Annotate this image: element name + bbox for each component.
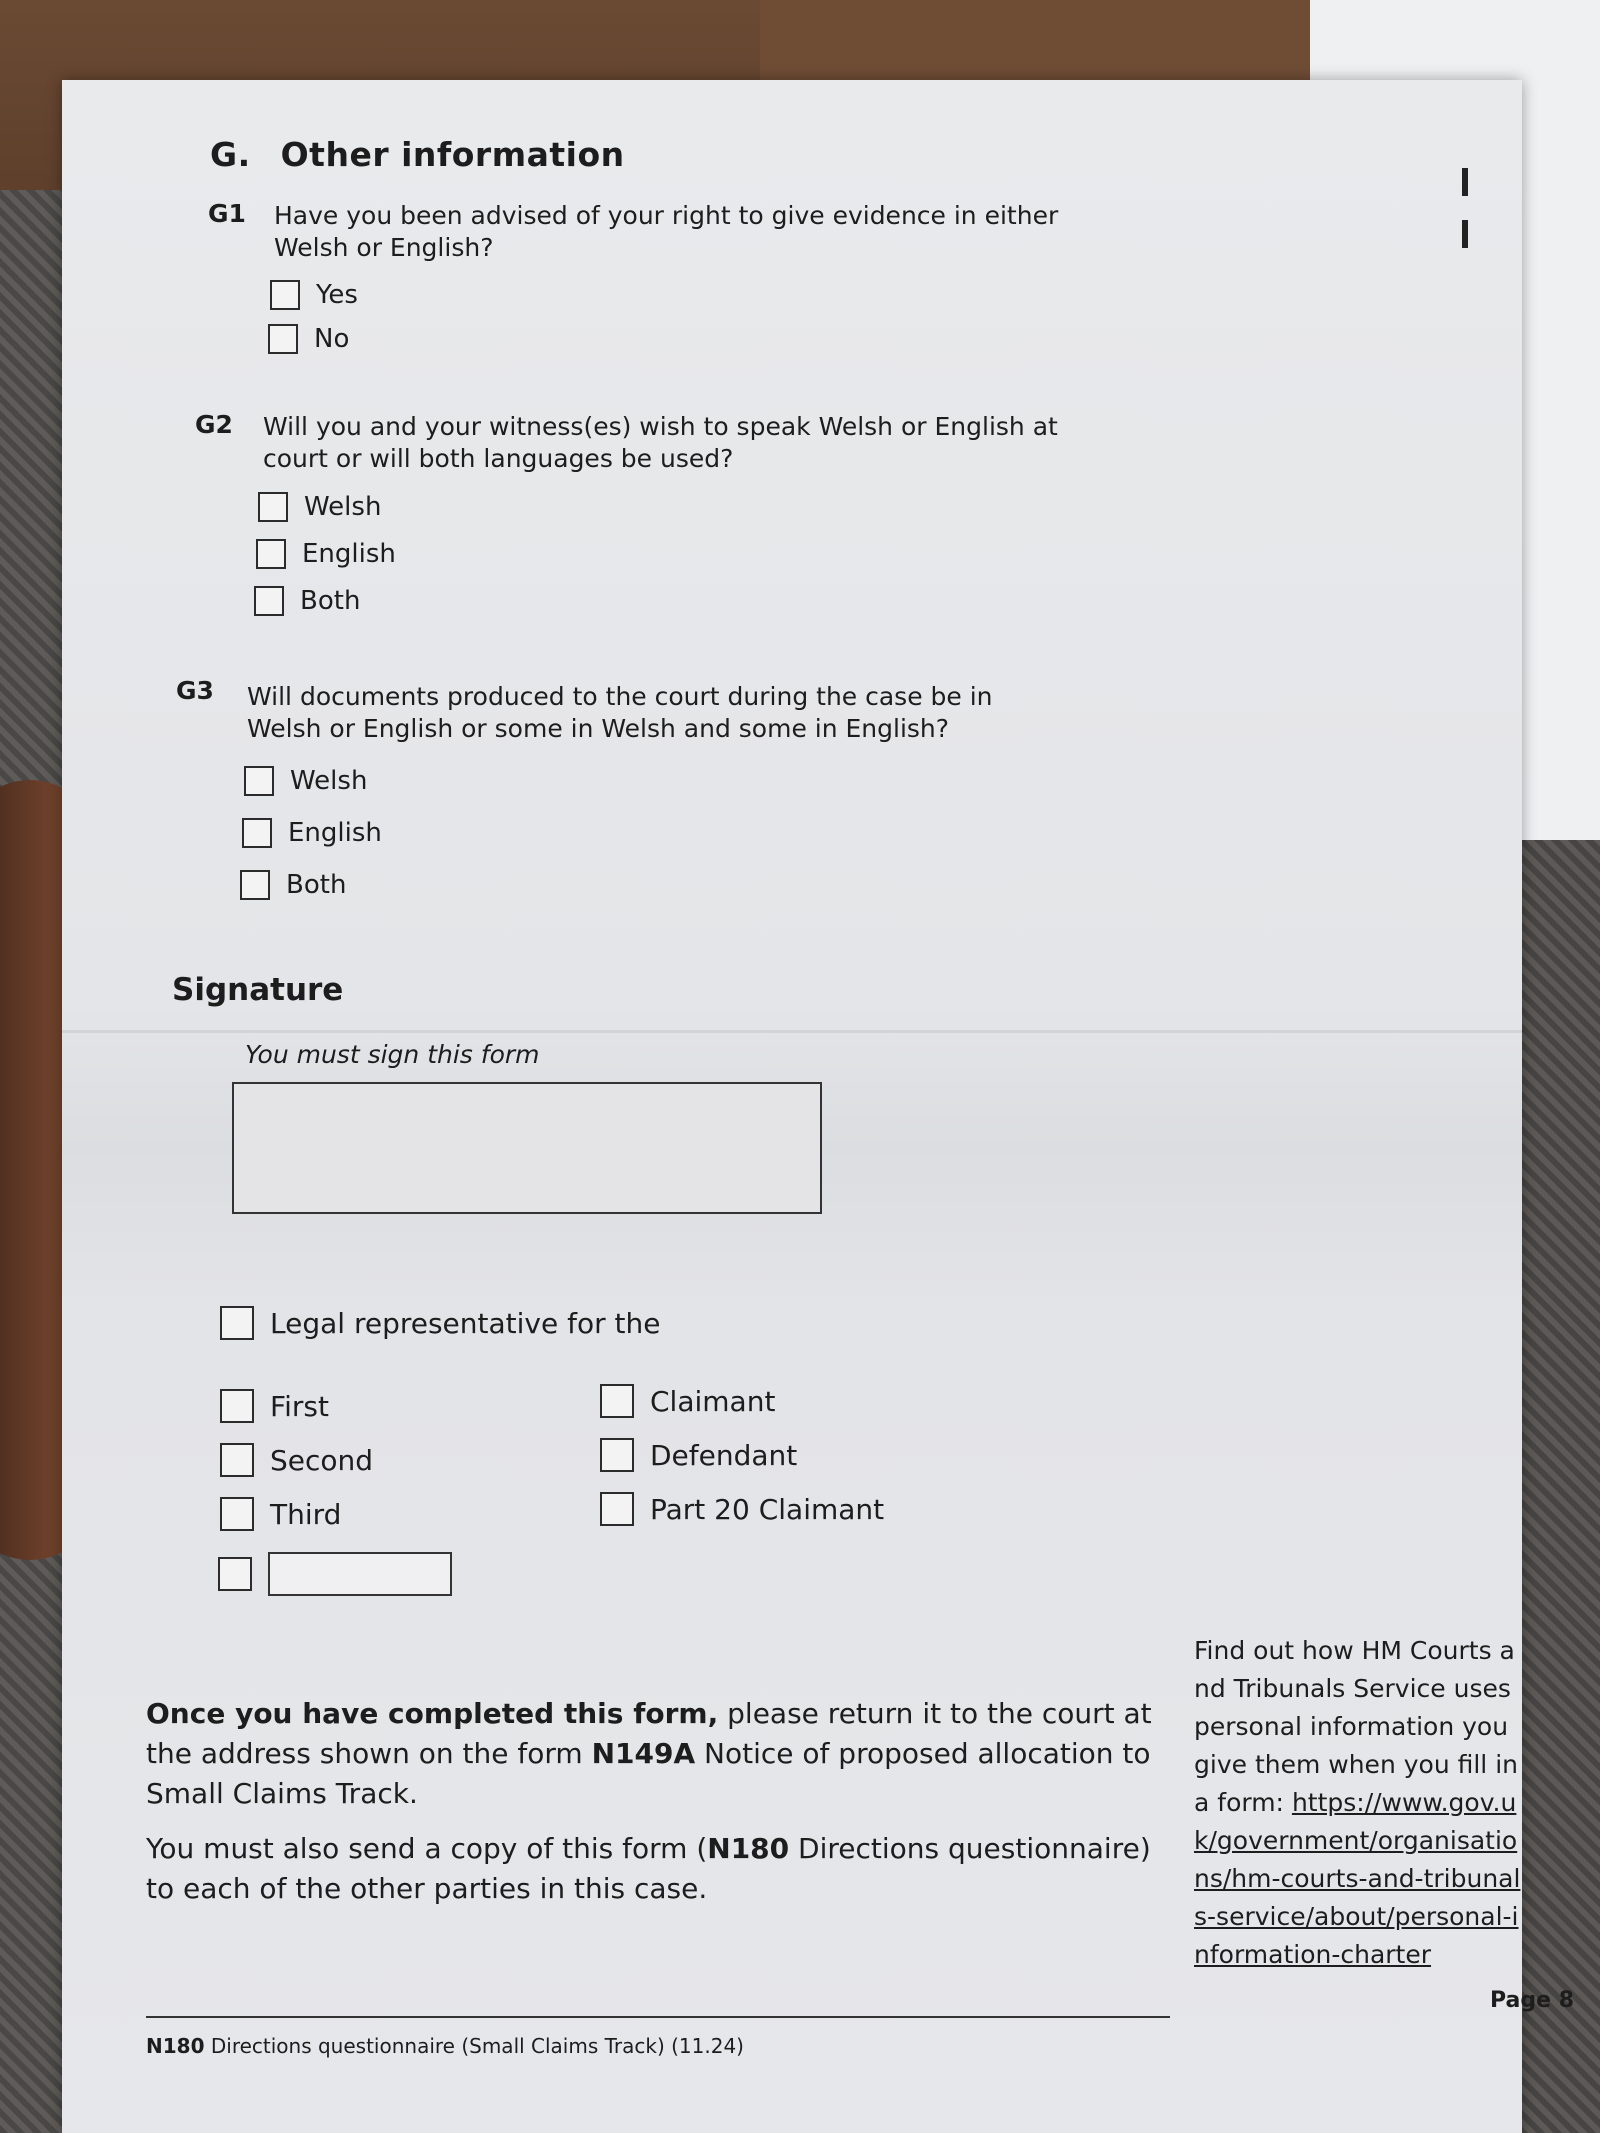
checkbox[interactable]	[256, 539, 286, 569]
page-number: Page 8	[1490, 1988, 1575, 2013]
form-code: N149A	[591, 1737, 696, 1770]
checkbox[interactable]	[242, 818, 272, 848]
question-line: court or will both languages be used?	[263, 444, 734, 473]
option-label: Third	[270, 1497, 342, 1531]
section-letter: G.	[210, 135, 251, 174]
footer-form-name	[146, 2034, 744, 2058]
option-g1-yes[interactable]	[270, 280, 358, 310]
checkbox[interactable]	[220, 1306, 254, 1340]
checkbox[interactable]	[600, 1384, 634, 1418]
option-first[interactable]	[220, 1389, 329, 1423]
checkbox[interactable]	[244, 766, 274, 796]
return-text: please return it to the court at the address shown on the form	[146, 1697, 1152, 1770]
option-label: Both	[286, 870, 347, 900]
checkbox[interactable]	[254, 586, 284, 616]
margin-mark	[1462, 168, 1468, 196]
option-g1-no[interactable]	[268, 324, 349, 354]
question-number-g3: G3	[176, 676, 214, 705]
checkbox[interactable]	[240, 870, 270, 900]
option-label: English	[288, 818, 382, 848]
option-label: English	[302, 539, 396, 569]
copy-text: Directions questionnaire) to each of the other parties in this case.	[146, 1832, 1151, 1905]
return-bold: Once you have completed this form,	[146, 1697, 719, 1730]
privacy-link[interactable]: https://www.gov.uk/government/organisations/hm-courts-and-tribunals-service/about/personal-information-charter	[1194, 1788, 1521, 1969]
legal-rep-label: Legal representative for the	[270, 1306, 661, 1340]
copy-instructions	[146, 1829, 1156, 1909]
return-text: Notice of proposed allocation to Small Claims Track.	[146, 1737, 1151, 1810]
question-line: Have you been advised of your right to give evidence in either	[274, 201, 1059, 230]
option-label: Welsh	[290, 766, 368, 796]
copy-text: You must also send a copy of this form (	[146, 1832, 708, 1865]
background-carpet-right	[1520, 840, 1600, 2133]
checkbox[interactable]	[600, 1492, 634, 1526]
legal-rep-option[interactable]	[220, 1306, 660, 1340]
checkbox[interactable]	[220, 1443, 254, 1477]
question-text-g3	[247, 681, 993, 745]
privacy-text: Find out how HM Courts and Tribunals Service uses personal information you give them when you fill in a form:	[1194, 1636, 1518, 1817]
footer-form-title: Directions questionnaire (Small Claims Track) (11.24)	[204, 2034, 744, 2058]
question-line: Welsh or English?	[274, 233, 494, 262]
question-line: Welsh or English or some in Welsh and some in English?	[247, 714, 950, 743]
option-g3-both[interactable]	[240, 870, 346, 900]
question-text-g2	[263, 411, 1058, 475]
signature-instruction: You must sign this form	[245, 1040, 540, 1069]
option-label: Both	[300, 586, 361, 616]
option-claimant[interactable]	[600, 1384, 775, 1418]
option-defendant[interactable]	[600, 1438, 797, 1472]
checkbox[interactable]	[258, 492, 288, 522]
footer-form-code: N180	[146, 2034, 205, 2058]
question-number-g1: G1	[208, 199, 246, 228]
question-number-g2: G2	[195, 410, 233, 439]
option-label: Second	[270, 1443, 374, 1477]
option-second[interactable]	[220, 1443, 373, 1477]
background-folder	[760, 0, 1330, 90]
signature-box[interactable]	[232, 1082, 822, 1214]
signature-heading: Signature	[172, 972, 344, 1008]
checkbox[interactable]	[218, 1557, 252, 1591]
footer-rule	[146, 2016, 1170, 2018]
checkbox[interactable]	[268, 324, 298, 354]
option-label: Defendant	[650, 1438, 798, 1472]
checkbox[interactable]	[600, 1438, 634, 1472]
checkbox[interactable]	[220, 1389, 254, 1423]
option-label: Welsh	[304, 492, 382, 522]
option-g2-english[interactable]	[256, 539, 396, 569]
section-heading	[210, 135, 625, 174]
option-g3-english[interactable]	[242, 818, 382, 848]
form-code: N180	[707, 1832, 790, 1865]
question-text-g1	[274, 200, 1058, 264]
option-g3-welsh[interactable]	[244, 766, 367, 796]
question-line: Will you and your witness(es) wish to speak Welsh or English at	[263, 412, 1058, 441]
option-part20-claimant[interactable]	[600, 1492, 884, 1526]
checkbox[interactable]	[270, 280, 300, 310]
question-line: Will documents produced to the court during the case be in	[247, 682, 993, 711]
privacy-note	[1194, 1632, 1524, 1974]
option-label: No	[314, 324, 350, 354]
option-g2-both[interactable]	[254, 586, 360, 616]
section-title: Other information	[280, 135, 625, 174]
option-other[interactable]	[218, 1552, 452, 1596]
paper-fold	[62, 1030, 1522, 1033]
option-g2-welsh[interactable]	[258, 492, 381, 522]
checkbox[interactable]	[220, 1497, 254, 1531]
option-label: Claimant	[650, 1384, 776, 1418]
margin-mark	[1462, 220, 1468, 248]
option-label: Yes	[316, 280, 358, 310]
other-text-field[interactable]	[268, 1552, 452, 1596]
option-label: Part 20 Claimant	[650, 1492, 885, 1526]
return-instructions	[146, 1694, 1156, 1814]
option-label: First	[270, 1389, 329, 1423]
option-third[interactable]	[220, 1497, 341, 1531]
